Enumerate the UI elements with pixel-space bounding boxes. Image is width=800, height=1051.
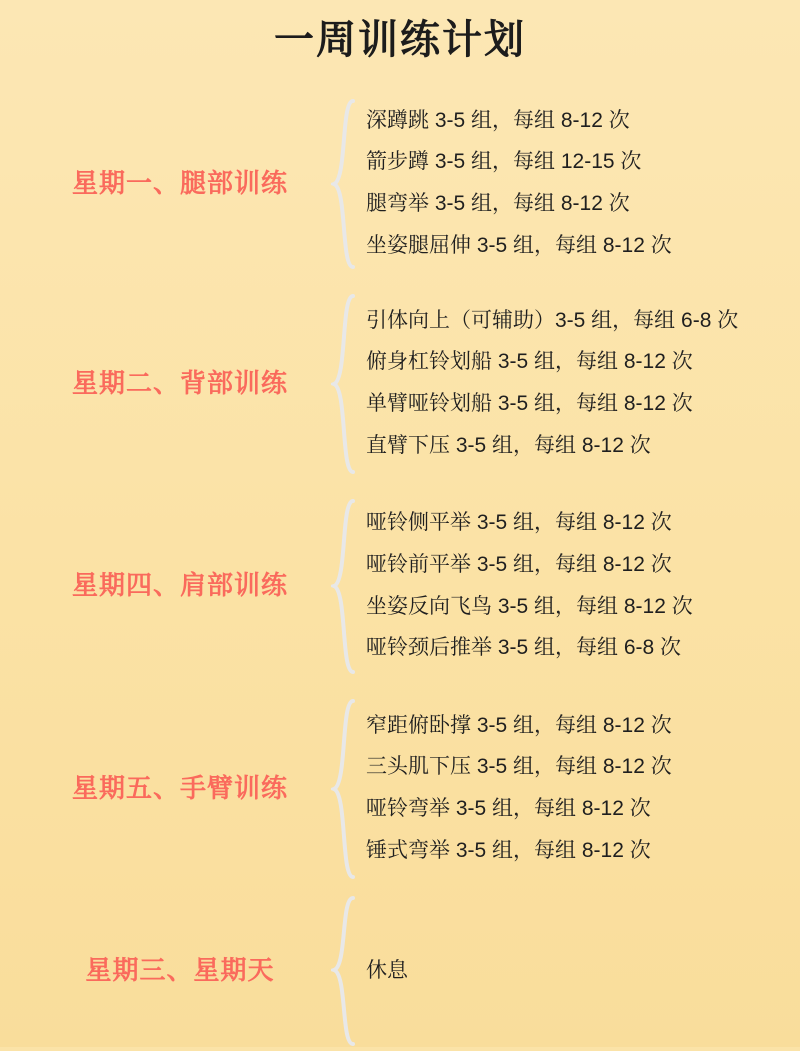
list-item: 哑铃弯举 3-5 组，每组 8-12 次 bbox=[366, 797, 651, 820]
list-item: 锤式弯举 3-5 组，每组 8-12 次 bbox=[366, 838, 651, 862]
list-item: 直臂下压 3-5 组，每组 8-12 次 bbox=[366, 433, 651, 457]
exercise-list-thursday bbox=[358, 498, 800, 673]
exercise-list-friday bbox=[358, 701, 800, 876]
brace-icon bbox=[330, 99, 358, 269]
day-label-monday: 星期一、腿部训练 bbox=[71, 167, 288, 198]
list-item: 三头肌下压 3-5 组，每组 8-12 次 bbox=[366, 755, 672, 779]
list-item: 腿弯举 3-5 组，每组 8-12 次 bbox=[366, 192, 630, 215]
plan-row-friday-arm bbox=[0, 686, 800, 891]
list-item: 哑铃侧平举 3-5 组，每组 8-12 次 bbox=[366, 511, 672, 535]
list-item: 引体向上（可辅助）3-5 组，每组 6-8 次 bbox=[366, 308, 739, 332]
list-item: 坐姿反向飞鸟 3-5 组，每组 8-12 次 bbox=[366, 594, 693, 618]
brace-icon bbox=[330, 699, 358, 879]
brace-icon bbox=[330, 294, 358, 474]
plan-row-thursday-shoulder bbox=[0, 486, 800, 686]
plan-list bbox=[0, 86, 800, 1051]
exercise-list-monday bbox=[358, 96, 800, 271]
day-label-rest: 星期三、星期天 bbox=[85, 955, 275, 986]
list-item: 哑铃前平举 3-5 组，每组 8-12 次 bbox=[366, 552, 672, 576]
day-label-tuesday: 星期二、背部训练 bbox=[71, 367, 288, 398]
exercise-list-rest bbox=[358, 955, 800, 988]
brace-icon bbox=[330, 896, 358, 1046]
list-item: 窄距俯卧撑 3-5 组，每组 8-12 次 bbox=[366, 713, 672, 737]
list-item: 俯身杠铃划船 3-5 组，每组 8-12 次 bbox=[366, 350, 693, 374]
exercise-list-tuesday bbox=[358, 296, 800, 471]
plan-row-rest-days bbox=[0, 891, 800, 1051]
list-item: 单臂哑铃划船 3-5 组，每组 8-12 次 bbox=[366, 392, 693, 415]
plan-row-tuesday-back bbox=[0, 281, 800, 486]
list-item: 深蹲跳 3-5 组，每组 8-12 次 bbox=[366, 108, 630, 132]
day-label-thursday: 星期四、肩部训练 bbox=[71, 570, 288, 601]
list-item: 坐姿腿屈伸 3-5 组，每组 8-12 次 bbox=[366, 233, 672, 257]
list-item: 休息 bbox=[366, 958, 408, 982]
page-title: 一周训练计划 bbox=[274, 18, 526, 62]
brace-icon bbox=[330, 499, 358, 674]
plan-row-monday-legs bbox=[0, 86, 800, 281]
list-item: 箭步蹲 3-5 组，每组 12-15 次 bbox=[366, 150, 642, 174]
list-item: 哑铃颈后推举 3-5 组，每组 6-8 次 bbox=[366, 636, 682, 660]
day-label-friday: 星期五、手臂训练 bbox=[71, 772, 288, 803]
